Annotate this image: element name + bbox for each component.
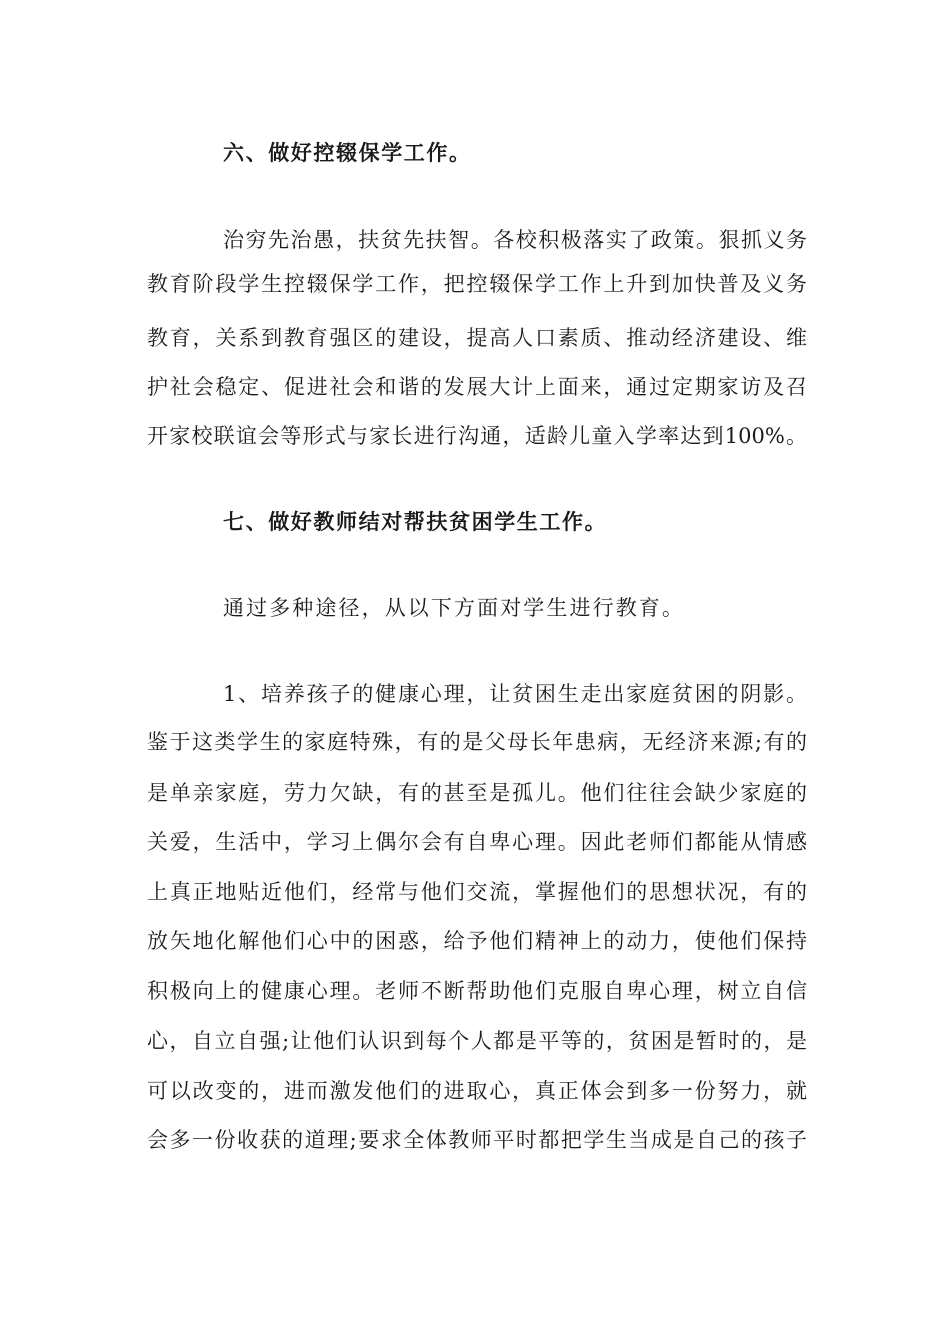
item-1-line: 积极向上的健康心理。老师不断帮助他们克服自卑心理，树立自信 bbox=[147, 979, 807, 1003]
section-6-line: 教育阶段学生控辍保学工作，把控辍保学工作上升到加快普及义务 bbox=[147, 272, 807, 296]
item-1-line: 可以改变的，进而激发他们的进取心，真正体会到多一份努力，就 bbox=[147, 1079, 807, 1103]
item-1-line: 心，自立自强;让他们认识到每个人都是平等的，贫困是暂时的，是 bbox=[147, 1029, 807, 1053]
item-1-line: 上真正地贴近他们，经常与他们交流，掌握他们的思想状况，有的 bbox=[147, 880, 807, 904]
section-6-heading: 六、做好控辍保学工作。 bbox=[223, 141, 472, 165]
section-6-line: 教育，关系到教育强区的建设，提高人口素质、推动经济建设、维 bbox=[147, 326, 807, 350]
item-1-line: 关爱，生活中，学习上偶尔会有自卑心理。因此老师们都能从情感 bbox=[147, 830, 807, 854]
item-1-line: 会多一份收获的道理;要求全体教师平时都把学生当成是自己的孩子 bbox=[147, 1128, 807, 1152]
section-6-line: 护社会稳定、促进社会和谐的发展大计上面来，通过定期家访及召 bbox=[147, 375, 807, 399]
section-6-line: 治穷先治愚，扶贫先扶智。各校积极落实了政策。狠抓义务 bbox=[223, 228, 807, 252]
section-7-heading: 七、做好教师结对帮扶贫困学生工作。 bbox=[223, 510, 608, 534]
item-1-line: 放矢地化解他们心中的困惑，给予他们精神上的动力，使他们保持 bbox=[147, 929, 807, 953]
item-1-line: 鉴于这类学生的家庭特殊，有的是父母长年患病，无经济来源;有的 bbox=[147, 730, 807, 754]
item-1-line: 是单亲家庭，劳力欠缺，有的甚至是孤儿。他们往往会缺少家庭的 bbox=[147, 781, 807, 805]
item-1-line: 1、培养孩子的健康心理，让贫困生走出家庭贫困的阴影。 bbox=[223, 682, 807, 706]
section-7-intro: 通过多种途径，从以下方面对学生进行教育。 bbox=[223, 596, 685, 620]
section-6-line: 开家校联谊会等形式与家长进行沟通，适龄儿童入学率达到100%。 bbox=[147, 424, 807, 448]
